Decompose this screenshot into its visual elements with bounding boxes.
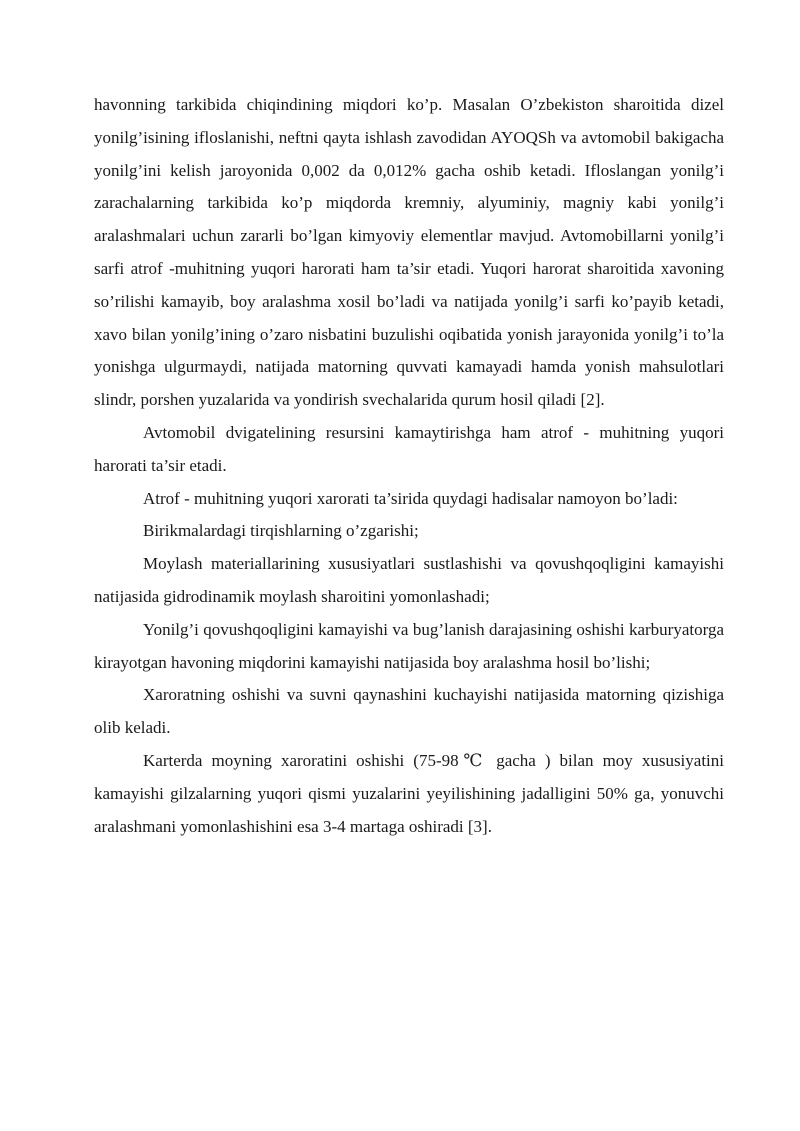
paragraph-crankcase-oil: Karterda moyning xaroratini oshishi (75-98℃ gacha ) bilan moy xususiyatini kamayishi gilzalarning yuqori qismi yuzalarini yeyilishining jadalligini 50% ga, yonuvchi aralashmani yomonlashishini esa 3-4 martaga oshiradi [3]. <box>94 750 724 836</box>
list-item-gaps-change: Birikmalardagi tirqishlarning o’zgarishi; <box>143 521 419 541</box>
list-item-overheating: Xaroratning oshishi va suvni qaynashini kuchayishi natijasida matorning qizishiga olib keladi. <box>94 685 724 738</box>
list-item-lubrication: Moylash materiallarining xususiyatlari sustlashishi va qovushqoqligini kamayishi natijasida gidrodinamik moylash sharoitini yomonlashadi; <box>94 554 724 606</box>
list-item-fuel-viscosity: Yonilg’i qovushqoqligini kamayishi va bug’lanish darajasining oshishi karburyatorga kirayotgan havoning miqdorini kamayishi natijasida boy aralashma hosil bo’lishi; <box>94 619 724 672</box>
paragraph-heat-effects-intro: Atrof - muhitning yuqori xarorati ta’sirida quydagi hadisalar namoyon bo’ladi: <box>143 488 678 508</box>
document-page <box>94 89 724 843</box>
paragraph-engine-resource: Avtomobil dvigatelining resursini kamaytirishga ham atrof - muhitning yuqori harorati ta’sir etadi. <box>94 422 724 475</box>
paragraph-continuation: havonning tarkibida chiqindining miqdori ko’p. Masalan O’zbekiston sharoitida dizel yonilg’isining ifloslanishi, neftni qayta ishlash zavodidan AYOQSh va avtomobil bakigacha yonilg’ini kelish jaroyonida 0,002 da 0,012% gacha oshib ketadi. Ifloslangan yonilg’i zarachalarning tarkibida ko’p miqdorda kremniy, alyuminiy, magniy kabi yonilg’i aralashmalari uchun zararli bo’lgan kimyoviy elementlar mavjud. Avtomobillarni yonilg’i sarfi atrof -muhitning yuqori harorati ham ta’sir etadi. Yuqori harorat sharoitida xavoning so’rilishi kamayib, boy aralashma xosil bo’ladi va natijada yonilg’i sarfi ko’payib ketadi, xavo bilan yonilg’ining o’zaro nisbatini buzulishi oqibatida yonish jarayonida yonilg’i to’la yonishga ulgurmaydi, natijada matorning quvvati kamayadi hamda yonish mahsulotlari slindr, porshen yuzalarida va yondirish svechalarida qurum hosil qiladi [2]. <box>94 95 724 410</box>
